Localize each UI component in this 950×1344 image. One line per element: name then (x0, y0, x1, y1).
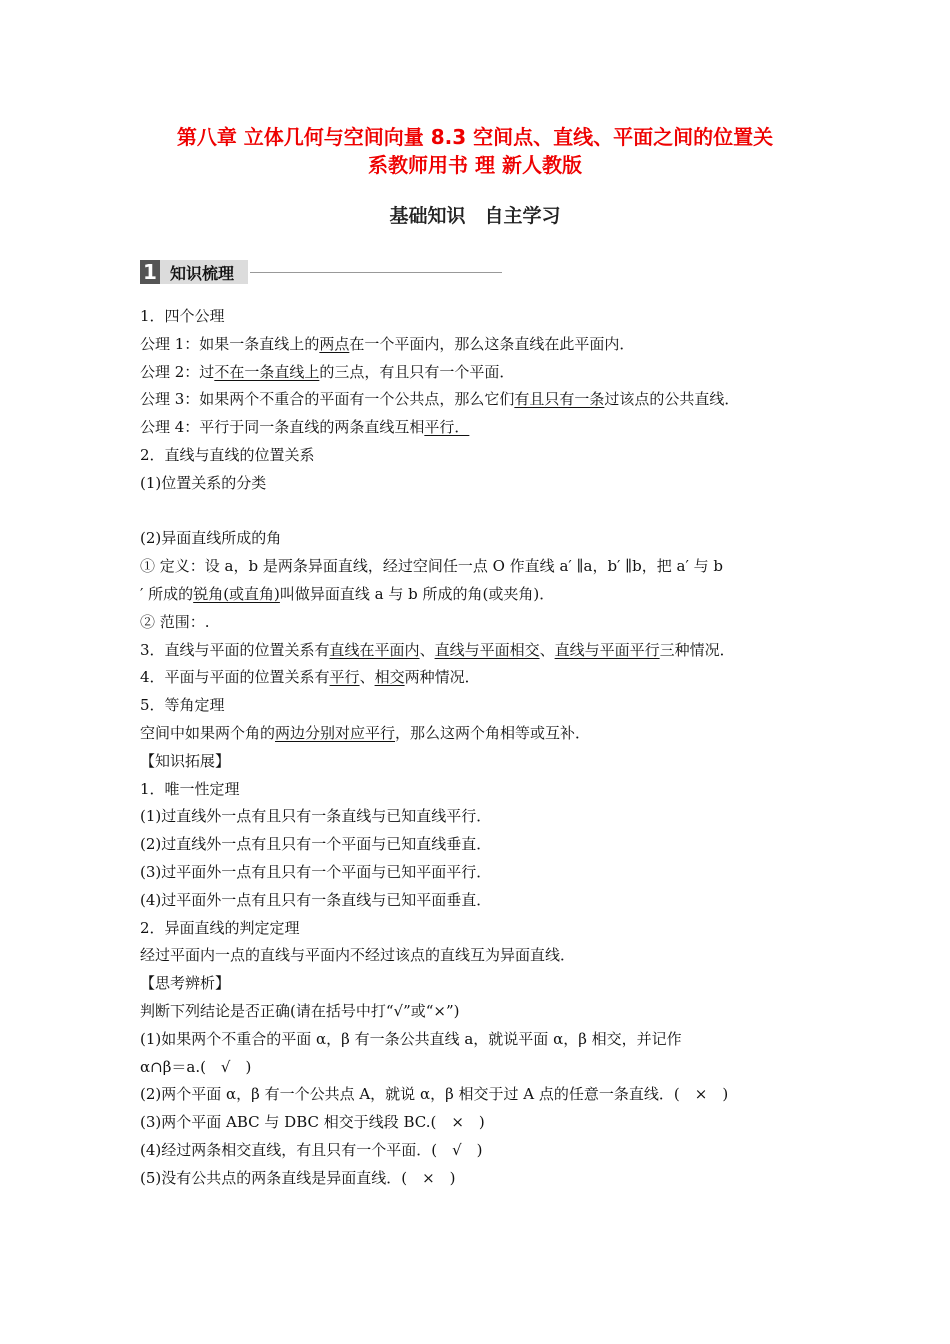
section-divider (250, 272, 502, 273)
judgement-5: (5)没有公共点的两条直线是异面直线．( × ) (140, 1168, 456, 1187)
uniqueness-2: (2)过直线外一点有且只有一个平面与已知直线垂直． (140, 835, 492, 854)
sub-skew-angle: (2)异面直线所成的角 (140, 529, 282, 548)
heading-four-axioms: 1．四个公理 (140, 307, 225, 325)
section-header (140, 259, 502, 285)
judgement-1b: α∩β＝a.( √ ) (140, 1057, 252, 1076)
sub-classification: (1)位置关系的分类 (140, 473, 267, 492)
heading-equal-angle: 5．等角定理 (140, 696, 225, 715)
axiom-4: 公理 4：平行于同一条直线的两条直线互相平行． (140, 418, 470, 437)
section-number: 1 (140, 260, 160, 284)
definition-line-1: ① 定义：设 a，b 是两条异面直线，经过空间任一点 O 作直线 a′ ∥a，b′ ∥b，把 a′ 与 b (140, 557, 724, 576)
title-line-1: 第八章 立体几何与空间向量 8.3 空间点、直线、平面之间的位置关 (176, 125, 774, 149)
heading-line-line: 2．直线与直线的位置关系 (140, 445, 315, 464)
skew-criterion-heading: 2．异面直线的判定定理 (140, 918, 300, 937)
uniqueness-heading: 1．唯一性定理 (140, 779, 240, 798)
uniqueness-4: (4)过平面外一点有且只有一条直线与已知平面垂直． (140, 890, 492, 909)
range-line: ② 范围：. (140, 612, 210, 631)
knowledge-extension-heading: 【知识拓展】 (140, 751, 231, 770)
think-heading: 【思考辨析】 (140, 974, 231, 993)
axiom-2: 公理 2：过不在一条直线上的三点，有且只有一个平面． (140, 362, 515, 381)
uniqueness-3: (3)过平面外一点有且只有一个平面与已知平面平行． (140, 862, 492, 881)
judgement-3: (3)两个平面 ABC 与 DBC 相交于线段 BC.( × ) (140, 1113, 485, 1132)
judgement-2: (2)两个平面 α，β 有一个公共点 A，就说 α，β 相交于过 A 点的任意一条直线．( × ) (140, 1085, 729, 1104)
judgement-1a: (1)如果两个不重合的平面 α，β 有一条公共直线 a，就说平面 α，β 相交，并记作 (140, 1029, 682, 1048)
line-plane-relations: 3．直线与平面的位置关系有直线在平面内、直线与平面相交、直线与平面平行三种情况． (140, 640, 735, 659)
equal-angle-theorem: 空间中如果两个角的两边分别对应平行，那么这两个角相等或互补． (140, 723, 591, 742)
judgement-4: (4)经过两条相交直线，有且只有一个平面．( √ ) (140, 1140, 483, 1159)
axiom-3: 公理 3：如果两个不重合的平面有一个公共点，那么它们有且只有一条过该点的公共直线． (140, 390, 740, 409)
definition-line-2: ′ 所成的锐角(或直角)叫做异面直线 a 与 b 所成的角(或夹角)． (140, 584, 555, 603)
blank-line (140, 498, 812, 526)
section-label: 知识梳理 (160, 260, 248, 284)
title-line-2: 系教师用书 理 新人教版 (368, 153, 582, 177)
document-body (140, 303, 812, 1193)
axiom-1: 公理 1：如果一条直线上的两点在一个平面内，那么这条直线在此平面内． (140, 334, 635, 353)
subtitle: 基础知识 自主学习 (389, 205, 561, 227)
think-instruction: 判断下列结论是否正确(请在括号中打“√”或“×”) (140, 1001, 460, 1020)
document-title (125, 123, 825, 179)
plane-plane-relations: 4．平面与平面的位置关系有平行、相交两种情况． (140, 668, 480, 687)
uniqueness-1: (1)过直线外一点有且只有一条直线与已知直线平行． (140, 807, 492, 826)
skew-criterion: 经过平面内一点的直线与平面内不经过该点的直线互为异面直线． (140, 946, 576, 965)
